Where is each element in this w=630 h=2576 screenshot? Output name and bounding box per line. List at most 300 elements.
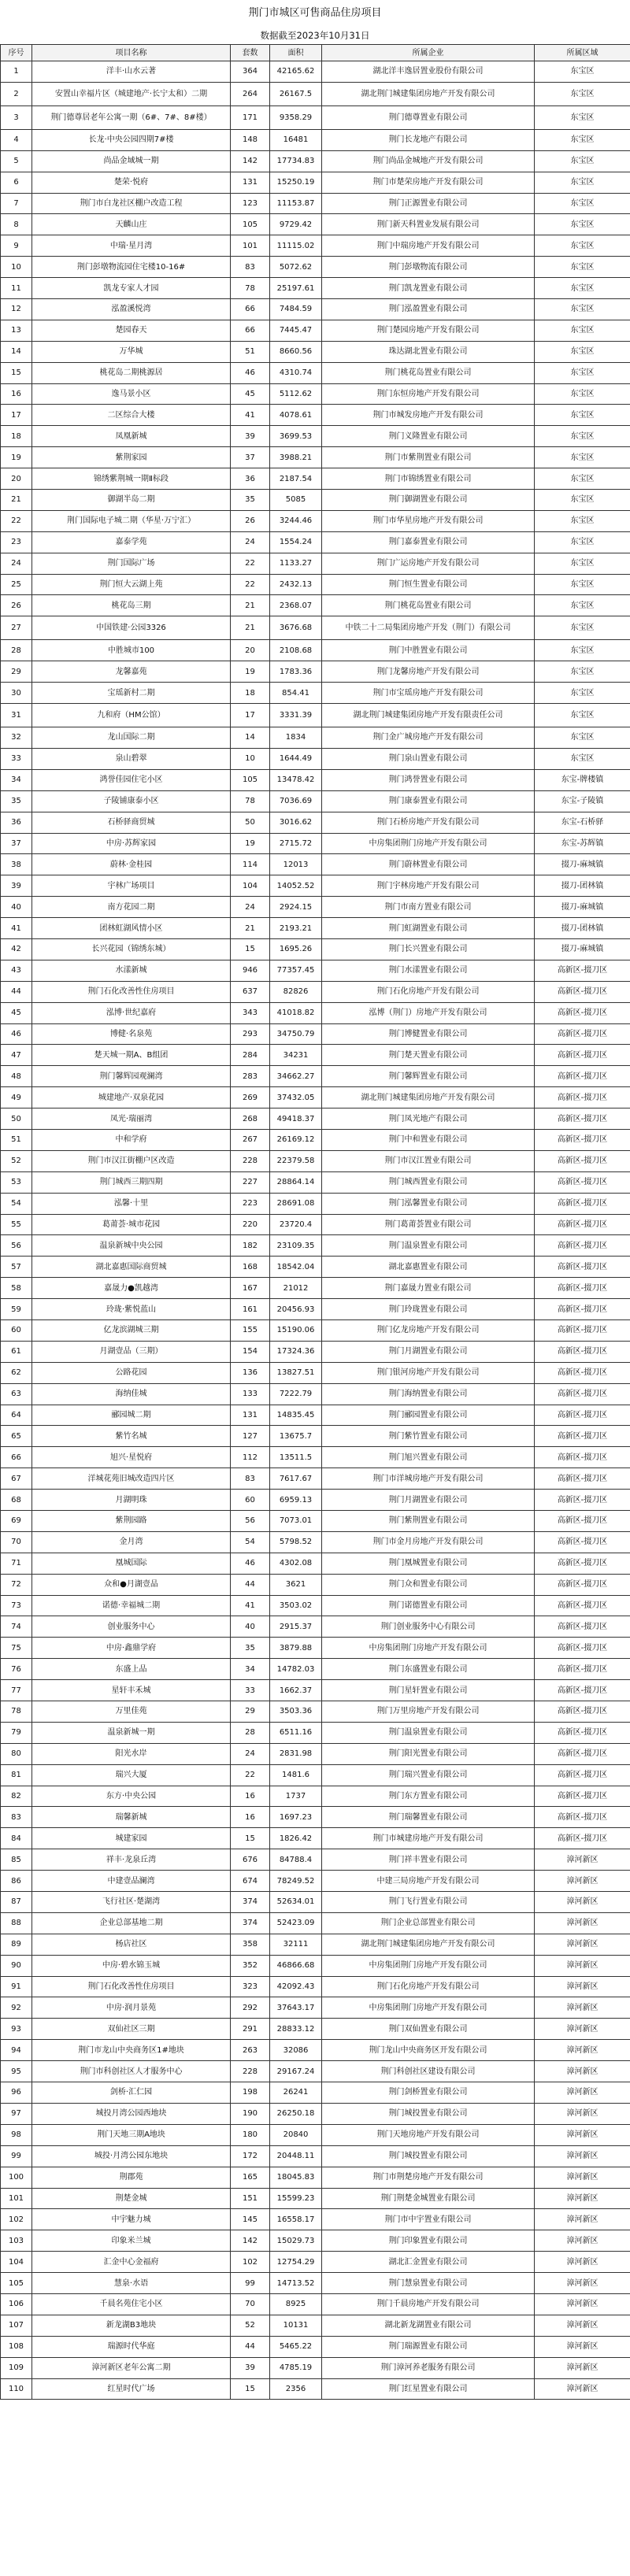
cell-units: 21 — [231, 918, 270, 939]
cell-units: 24 — [231, 897, 270, 918]
cell-units: 182 — [231, 1235, 270, 1257]
cell-district: 东宝区 — [535, 129, 630, 150]
cell-district: 高新区-掇刀区 — [535, 1257, 630, 1278]
cell-district: 漳河新区 — [535, 2273, 630, 2294]
cell-index: 80 — [1, 1743, 32, 1764]
table-row — [1, 1574, 630, 1595]
cell-district: 东宝区 — [535, 320, 630, 341]
cell-district: 高新区-掇刀区 — [535, 1319, 630, 1341]
cell-units: 136 — [231, 1362, 270, 1383]
cell-company: 荆门泓盈置业有限公司 — [322, 299, 535, 320]
cell-index: 104 — [1, 2252, 32, 2273]
cell-area: 7222.79 — [270, 1383, 322, 1405]
cell-units: 21 — [231, 595, 270, 616]
cell-project-name: 荆门恒大云湖上苑 — [32, 574, 231, 595]
cell-index: 56 — [1, 1235, 32, 1257]
cell-district: 高新区-掇刀区 — [535, 1002, 630, 1023]
cell-index: 65 — [1, 1426, 32, 1447]
cell-company: 荆门桃花岛置业有限公司 — [322, 595, 535, 616]
table-row — [1, 1299, 630, 1320]
cell-company: 荆门长兴置业有限公司 — [322, 938, 535, 960]
cell-company: 荆门泓馨置业有限公司 — [322, 1193, 535, 1214]
cell-index: 92 — [1, 1997, 32, 2019]
table-row — [1, 1955, 630, 1976]
cell-area: 1834 — [270, 727, 322, 749]
cell-area: 2915.37 — [270, 1616, 322, 1638]
cell-company: 荆门旭兴置业有限公司 — [322, 1447, 535, 1468]
cell-area: 32086 — [270, 2040, 322, 2061]
cell-area: 41018.82 — [270, 1002, 322, 1023]
cell-district: 东宝区 — [535, 61, 630, 83]
cell-area: 7036.69 — [270, 790, 322, 812]
cell-units: 78 — [231, 278, 270, 299]
table-row — [1, 574, 630, 595]
cell-index: 51 — [1, 1129, 32, 1150]
cell-project-name: 泓博·世纪嘉府 — [32, 1002, 231, 1023]
cell-company: 荆门御湖置业有限公司 — [322, 490, 535, 511]
housing-table — [0, 44, 630, 2400]
cell-company: 荆门漳河养老服务有限公司 — [322, 2357, 535, 2378]
cell-company: 荆门市中宇置业有限公司 — [322, 2209, 535, 2230]
cell-area: 2187.54 — [270, 468, 322, 490]
cell-area: 3621 — [270, 1574, 322, 1595]
cell-index: 79 — [1, 1722, 32, 1743]
cell-index: 15 — [1, 362, 32, 383]
cell-company: 中建三局房地产开发有限公司 — [322, 1871, 535, 1892]
table-row — [1, 833, 630, 854]
cell-project-name: 万华城 — [32, 341, 231, 362]
cell-index: 102 — [1, 2209, 32, 2230]
table-row — [1, 2040, 630, 2061]
cell-index: 98 — [1, 2124, 32, 2145]
cell-project-name: 蔚林·金桂园 — [32, 854, 231, 875]
cell-company: 荆门城投置业有限公司 — [322, 2145, 535, 2167]
cell-units: 323 — [231, 1976, 270, 1997]
cell-index: 33 — [1, 748, 32, 769]
cell-company: 荆门瑞馨置业有限公司 — [322, 1807, 535, 1828]
cell-units: 19 — [231, 661, 270, 683]
cell-company: 荆门博健置业有限公司 — [322, 1023, 535, 1045]
cell-units: 104 — [231, 875, 270, 897]
cell-project-name: 桃花岛三期 — [32, 595, 231, 616]
cell-project-name: 嘉晟力●凯越湾 — [32, 1278, 231, 1299]
cell-units: 56 — [231, 1511, 270, 1532]
table-header — [1, 45, 630, 61]
cell-district: 高新区-掇刀区 — [535, 1743, 630, 1764]
cell-area: 46866.68 — [270, 1955, 322, 1976]
cell-project-name: 嘉泰学苑 — [32, 531, 231, 553]
cell-project-name: 祥丰·龙泉丘湾 — [32, 1849, 231, 1871]
cell-project-name: 东方·中央公园 — [32, 1786, 231, 1807]
cell-index: 101 — [1, 2188, 32, 2209]
table-row — [1, 640, 630, 661]
cell-company: 荆门郦园置业有限公司 — [322, 1405, 535, 1426]
cell-district: 东宝区 — [535, 426, 630, 447]
cell-project-name: 紫荆园路 — [32, 1511, 231, 1532]
cell-project-name: 鸿誉佳园住宅小区 — [32, 769, 231, 790]
cell-project-name: 泉山碧翠 — [32, 748, 231, 769]
cell-company: 荆门正源置业有限公司 — [322, 193, 535, 214]
cell-district: 东宝区 — [535, 704, 630, 727]
table-row — [1, 150, 630, 172]
cell-area: 4310.74 — [270, 362, 322, 383]
cell-company: 荆门科创社区建设有限公司 — [322, 2061, 535, 2082]
cell-area: 3331.39 — [270, 704, 322, 727]
cell-project-name: 中房·鑫鼎学府 — [32, 1638, 231, 1659]
cell-units: 227 — [231, 1171, 270, 1193]
cell-index: 110 — [1, 2378, 32, 2400]
cell-company: 荆门剑桥置业有限公司 — [322, 2082, 535, 2104]
table-row — [1, 1426, 630, 1447]
cell-index: 11 — [1, 278, 32, 299]
cell-area: 1644.49 — [270, 748, 322, 769]
cell-district: 东宝-苏辉镇 — [535, 833, 630, 854]
cell-index: 73 — [1, 1595, 32, 1616]
cell-company: 荆门紫荆置业有限公司 — [322, 1511, 535, 1532]
table-row — [1, 1531, 630, 1553]
cell-district: 高新区-掇刀区 — [535, 1468, 630, 1490]
cell-district: 漳河新区 — [535, 2145, 630, 2167]
cell-district: 漳河新区 — [535, 1997, 630, 2019]
cell-district: 东宝区 — [535, 510, 630, 531]
cell-company: 荆门楚园房地产开发有限公司 — [322, 320, 535, 341]
cell-district: 掇刀-团林镇 — [535, 918, 630, 939]
cell-project-name: 楚荣·悦府 — [32, 172, 231, 193]
cell-project-name: 千晨名苑住宅小区 — [32, 2293, 231, 2315]
cell-company: 荆门印象置业有限公司 — [322, 2230, 535, 2252]
cell-district: 高新区-掇刀区 — [535, 1171, 630, 1193]
cell-units: 28 — [231, 1722, 270, 1743]
cell-project-name: 荆郡苑 — [32, 2167, 231, 2188]
table-row — [1, 1129, 630, 1150]
table-row — [1, 2252, 630, 2273]
cell-units: 66 — [231, 299, 270, 320]
cell-project-name: 亿龙滨湖城三期 — [32, 1319, 231, 1341]
cell-units: 101 — [231, 235, 270, 257]
table-row — [1, 2230, 630, 2252]
cell-area: 15250.19 — [270, 172, 322, 193]
cell-area: 28691.08 — [270, 1193, 322, 1214]
cell-company: 荆门市锦绣置业有限公司 — [322, 468, 535, 490]
cell-district: 漳河新区 — [535, 2357, 630, 2378]
cell-project-name: 长兴花园（锦绣东城） — [32, 938, 231, 960]
table-row — [1, 595, 630, 616]
table-row — [1, 1828, 630, 1849]
table-row — [1, 2145, 630, 2167]
cell-index: 1 — [1, 61, 32, 83]
cell-area: 2715.72 — [270, 833, 322, 854]
cell-area: 3699.53 — [270, 426, 322, 447]
cell-units: 167 — [231, 1278, 270, 1299]
cell-project-name: 海纳佳城 — [32, 1383, 231, 1405]
cell-index: 106 — [1, 2293, 32, 2315]
cell-project-name: 慧泉·水语 — [32, 2273, 231, 2294]
table-row — [1, 704, 630, 727]
cell-units: 105 — [231, 769, 270, 790]
cell-company: 荆门市金月房地产开发有限公司 — [322, 1531, 535, 1553]
cell-units: 145 — [231, 2209, 270, 2230]
cell-units: 51 — [231, 341, 270, 362]
cell-index: 22 — [1, 510, 32, 531]
cell-area: 20840 — [270, 2124, 322, 2145]
cell-units: 114 — [231, 854, 270, 875]
cell-company: 荆门凤光地产有限公司 — [322, 1108, 535, 1130]
cell-area: 21012 — [270, 1278, 322, 1299]
cell-area: 2108.68 — [270, 640, 322, 661]
cell-district: 漳河新区 — [535, 1871, 630, 1892]
cell-index: 26 — [1, 595, 32, 616]
cell-area: 11153.87 — [270, 193, 322, 214]
cell-index: 52 — [1, 1150, 32, 1171]
cell-index: 69 — [1, 1511, 32, 1532]
cell-company: 荆门创业服务中心有限公司 — [322, 1616, 535, 1638]
table-body — [1, 61, 630, 2400]
cell-company: 荆门龙馨房地产开发有限公司 — [322, 661, 535, 683]
cell-index: 43 — [1, 960, 32, 981]
cell-area: 12013 — [270, 854, 322, 875]
cell-area: 23109.35 — [270, 1235, 322, 1257]
cell-company: 荆门荆楚金城置业有限公司 — [322, 2188, 535, 2209]
cell-district: 漳河新区 — [535, 1892, 630, 1913]
table-row — [1, 1193, 630, 1214]
cell-company: 荆门尚品金城地产开发有限公司 — [322, 150, 535, 172]
cell-district: 高新区-掇刀区 — [535, 1638, 630, 1659]
cell-area: 9729.42 — [270, 214, 322, 235]
table-row — [1, 1235, 630, 1257]
cell-index: 100 — [1, 2167, 32, 2188]
cell-area: 16481 — [270, 129, 322, 150]
table-row — [1, 1066, 630, 1087]
cell-area: 34750.79 — [270, 1023, 322, 1045]
cell-area: 13478.42 — [270, 769, 322, 790]
cell-company: 荆门石桥房地产开发有限公司 — [322, 812, 535, 833]
cell-company: 荆门众和置业有限公司 — [322, 1574, 535, 1595]
cell-area: 12754.29 — [270, 2252, 322, 2273]
cell-area: 2356 — [270, 2378, 322, 2400]
cell-index: 58 — [1, 1278, 32, 1299]
cell-units: 60 — [231, 1490, 270, 1511]
cell-district: 东宝区 — [535, 172, 630, 193]
cell-index: 37 — [1, 833, 32, 854]
cell-district: 高新区-掇刀区 — [535, 1553, 630, 1574]
cell-project-name: 城投月湾公园西地块 — [32, 2103, 231, 2124]
cell-units: 83 — [231, 257, 270, 278]
cell-company: 荆门中胜置业有限公司 — [322, 640, 535, 661]
cell-units: 17 — [231, 704, 270, 727]
table-row — [1, 1912, 630, 1934]
cell-index: 70 — [1, 1531, 32, 1553]
cell-company: 荆门万里房地产开发有限公司 — [322, 1701, 535, 1723]
cell-area: 7445.47 — [270, 320, 322, 341]
cell-company: 荆门新天科置业发展有限公司 — [322, 214, 535, 235]
table-row — [1, 938, 630, 960]
cell-project-name: 红星时代广场 — [32, 2378, 231, 2400]
cell-area: 32111 — [270, 1934, 322, 1955]
cell-units: 83 — [231, 1468, 270, 1490]
cell-district: 高新区-掇刀区 — [535, 1066, 630, 1087]
cell-index: 64 — [1, 1405, 32, 1426]
cell-units: 374 — [231, 1892, 270, 1913]
table-row — [1, 2124, 630, 2145]
cell-area: 28833.12 — [270, 2019, 322, 2040]
cell-project-name: 凯龙专家人才园 — [32, 278, 231, 299]
table-row — [1, 1214, 630, 1235]
cell-index: 76 — [1, 1659, 32, 1680]
cell-units: 70 — [231, 2293, 270, 2315]
table-row — [1, 2315, 630, 2336]
cell-area: 84788.4 — [270, 1849, 322, 1871]
cell-district: 东宝区 — [535, 553, 630, 574]
cell-project-name: 龙馨嘉苑 — [32, 661, 231, 683]
cell-company: 荆门飞行置业有限公司 — [322, 1892, 535, 1913]
cell-area: 10131 — [270, 2315, 322, 2336]
cell-area: 78249.52 — [270, 1871, 322, 1892]
cell-district: 高新区-掇刀区 — [535, 1447, 630, 1468]
table-row — [1, 426, 630, 447]
cell-project-name: 凤光·瑞丽湾 — [32, 1108, 231, 1130]
cell-project-name: 荆门国际广场 — [32, 553, 231, 574]
cell-units: 14 — [231, 727, 270, 749]
cell-project-name: 中国铁建·公园3326 — [32, 616, 231, 640]
cell-district: 高新区-掇刀区 — [535, 1150, 630, 1171]
cell-index: 86 — [1, 1871, 32, 1892]
table-row — [1, 1468, 630, 1490]
cell-area: 3988.21 — [270, 447, 322, 468]
cell-index: 38 — [1, 854, 32, 875]
table-row — [1, 960, 630, 981]
cell-district: 掇刀-麻城镇 — [535, 854, 630, 875]
table-row — [1, 918, 630, 939]
cell-district: 漳河新区 — [535, 2293, 630, 2315]
cell-company: 荆门企业总部置业有限公司 — [322, 1912, 535, 1934]
cell-project-name: 石桥驿商贸城 — [32, 812, 231, 833]
table-row — [1, 1362, 630, 1383]
cell-units: 131 — [231, 172, 270, 193]
cell-index: 97 — [1, 2103, 32, 2124]
cell-units: 112 — [231, 1447, 270, 1468]
cell-index: 29 — [1, 661, 32, 683]
table-row — [1, 1490, 630, 1511]
cell-units: 123 — [231, 193, 270, 214]
cell-units: 291 — [231, 2019, 270, 2040]
cell-project-name: 逸马景小区 — [32, 383, 231, 405]
cell-district: 漳河新区 — [535, 2188, 630, 2209]
table-row — [1, 2019, 630, 2040]
cell-units: 37 — [231, 447, 270, 468]
cell-district: 东宝区 — [535, 683, 630, 704]
cell-company: 荆门市南方置业有限公司 — [322, 897, 535, 918]
cell-district: 高新区-掇刀区 — [535, 1531, 630, 1553]
cell-project-name: 中和学府 — [32, 1129, 231, 1150]
cell-company: 荆门诺德置业有限公司 — [322, 1595, 535, 1616]
cell-units: 66 — [231, 320, 270, 341]
cell-area: 4302.08 — [270, 1553, 322, 1574]
table-row — [1, 1150, 630, 1171]
cell-area: 854.41 — [270, 683, 322, 704]
cell-index: 63 — [1, 1383, 32, 1405]
cell-index: 94 — [1, 2040, 32, 2061]
cell-project-name: 二区综合大楼 — [32, 405, 231, 426]
cell-units: 131 — [231, 1405, 270, 1426]
cell-index: 90 — [1, 1955, 32, 1976]
cell-index: 2 — [1, 82, 32, 105]
cell-index: 72 — [1, 1574, 32, 1595]
cell-district: 东宝区 — [535, 531, 630, 553]
cell-district: 东宝区 — [535, 574, 630, 595]
table-row — [1, 490, 630, 511]
cell-index: 21 — [1, 490, 32, 511]
cell-company: 荆门瑞兴置业有限公司 — [322, 1764, 535, 1786]
cell-project-name: 中胜城市100 — [32, 640, 231, 661]
cell-units: 21 — [231, 616, 270, 640]
table-row — [1, 235, 630, 257]
cell-project-name: 企业总部基地二期 — [32, 1912, 231, 1934]
cell-company: 荆门城投置业有限公司 — [322, 2103, 535, 2124]
cell-company: 荆门葛莆荟置业有限公司 — [322, 1214, 535, 1235]
cell-project-name: 城投·月湾公园东地块 — [32, 2145, 231, 2167]
cell-project-name: 宇林广场项目 — [32, 875, 231, 897]
cell-units: 41 — [231, 1595, 270, 1616]
cell-company: 荆门星轩置业有限公司 — [322, 1680, 535, 1701]
cell-project-name: 东盛上品 — [32, 1659, 231, 1680]
cell-index: 46 — [1, 1023, 32, 1045]
cell-index: 91 — [1, 1976, 32, 1997]
table-row — [1, 1871, 630, 1892]
table-row — [1, 1764, 630, 1786]
cell-index: 14 — [1, 341, 32, 362]
cell-company: 荆门凰城置业有限公司 — [322, 1553, 535, 1574]
cell-index: 53 — [1, 1171, 32, 1193]
cell-area: 1554.24 — [270, 531, 322, 553]
cell-units: 46 — [231, 362, 270, 383]
table-row — [1, 105, 630, 129]
cell-company: 荆门水漾置业有限公司 — [322, 960, 535, 981]
cell-area: 2368.07 — [270, 595, 322, 616]
cell-units: 19 — [231, 833, 270, 854]
table-row — [1, 2378, 630, 2400]
cell-project-name: 中建壹品澜湾 — [32, 1871, 231, 1892]
cell-project-name: 桃花岛二期桃源居 — [32, 362, 231, 383]
document-subtitle: 数据截至2023年10月31日 — [260, 30, 370, 41]
table-row — [1, 1023, 630, 1045]
cell-company: 中房集团荆门房地产开发有限公司 — [322, 1997, 535, 2019]
cell-index: 62 — [1, 1362, 32, 1383]
cell-area: 29167.24 — [270, 2061, 322, 2082]
cell-district: 高新区-掇刀区 — [535, 1045, 630, 1066]
cell-units: 154 — [231, 1341, 270, 1362]
cell-units: 172 — [231, 2145, 270, 2167]
cell-index: 75 — [1, 1638, 32, 1659]
cell-index: 4 — [1, 129, 32, 150]
cell-index: 50 — [1, 1108, 32, 1130]
cell-units: 34 — [231, 1659, 270, 1680]
table-row — [1, 61, 630, 83]
table-row — [1, 661, 630, 683]
cell-district: 东宝区 — [535, 105, 630, 129]
cell-units: 637 — [231, 981, 270, 1002]
cell-area: 15599.23 — [270, 2188, 322, 2209]
cell-company: 荆门双仙置业有限公司 — [322, 2019, 535, 2040]
cell-index: 45 — [1, 1002, 32, 1023]
table-row — [1, 1553, 630, 1574]
cell-units: 228 — [231, 1150, 270, 1171]
cell-units: 15 — [231, 1828, 270, 1849]
cell-district: 漳河新区 — [535, 1955, 630, 1976]
cell-index: 48 — [1, 1066, 32, 1087]
cell-district: 高新区-掇刀区 — [535, 1341, 630, 1362]
cell-district: 漳河新区 — [535, 2019, 630, 2040]
table-row — [1, 1257, 630, 1278]
